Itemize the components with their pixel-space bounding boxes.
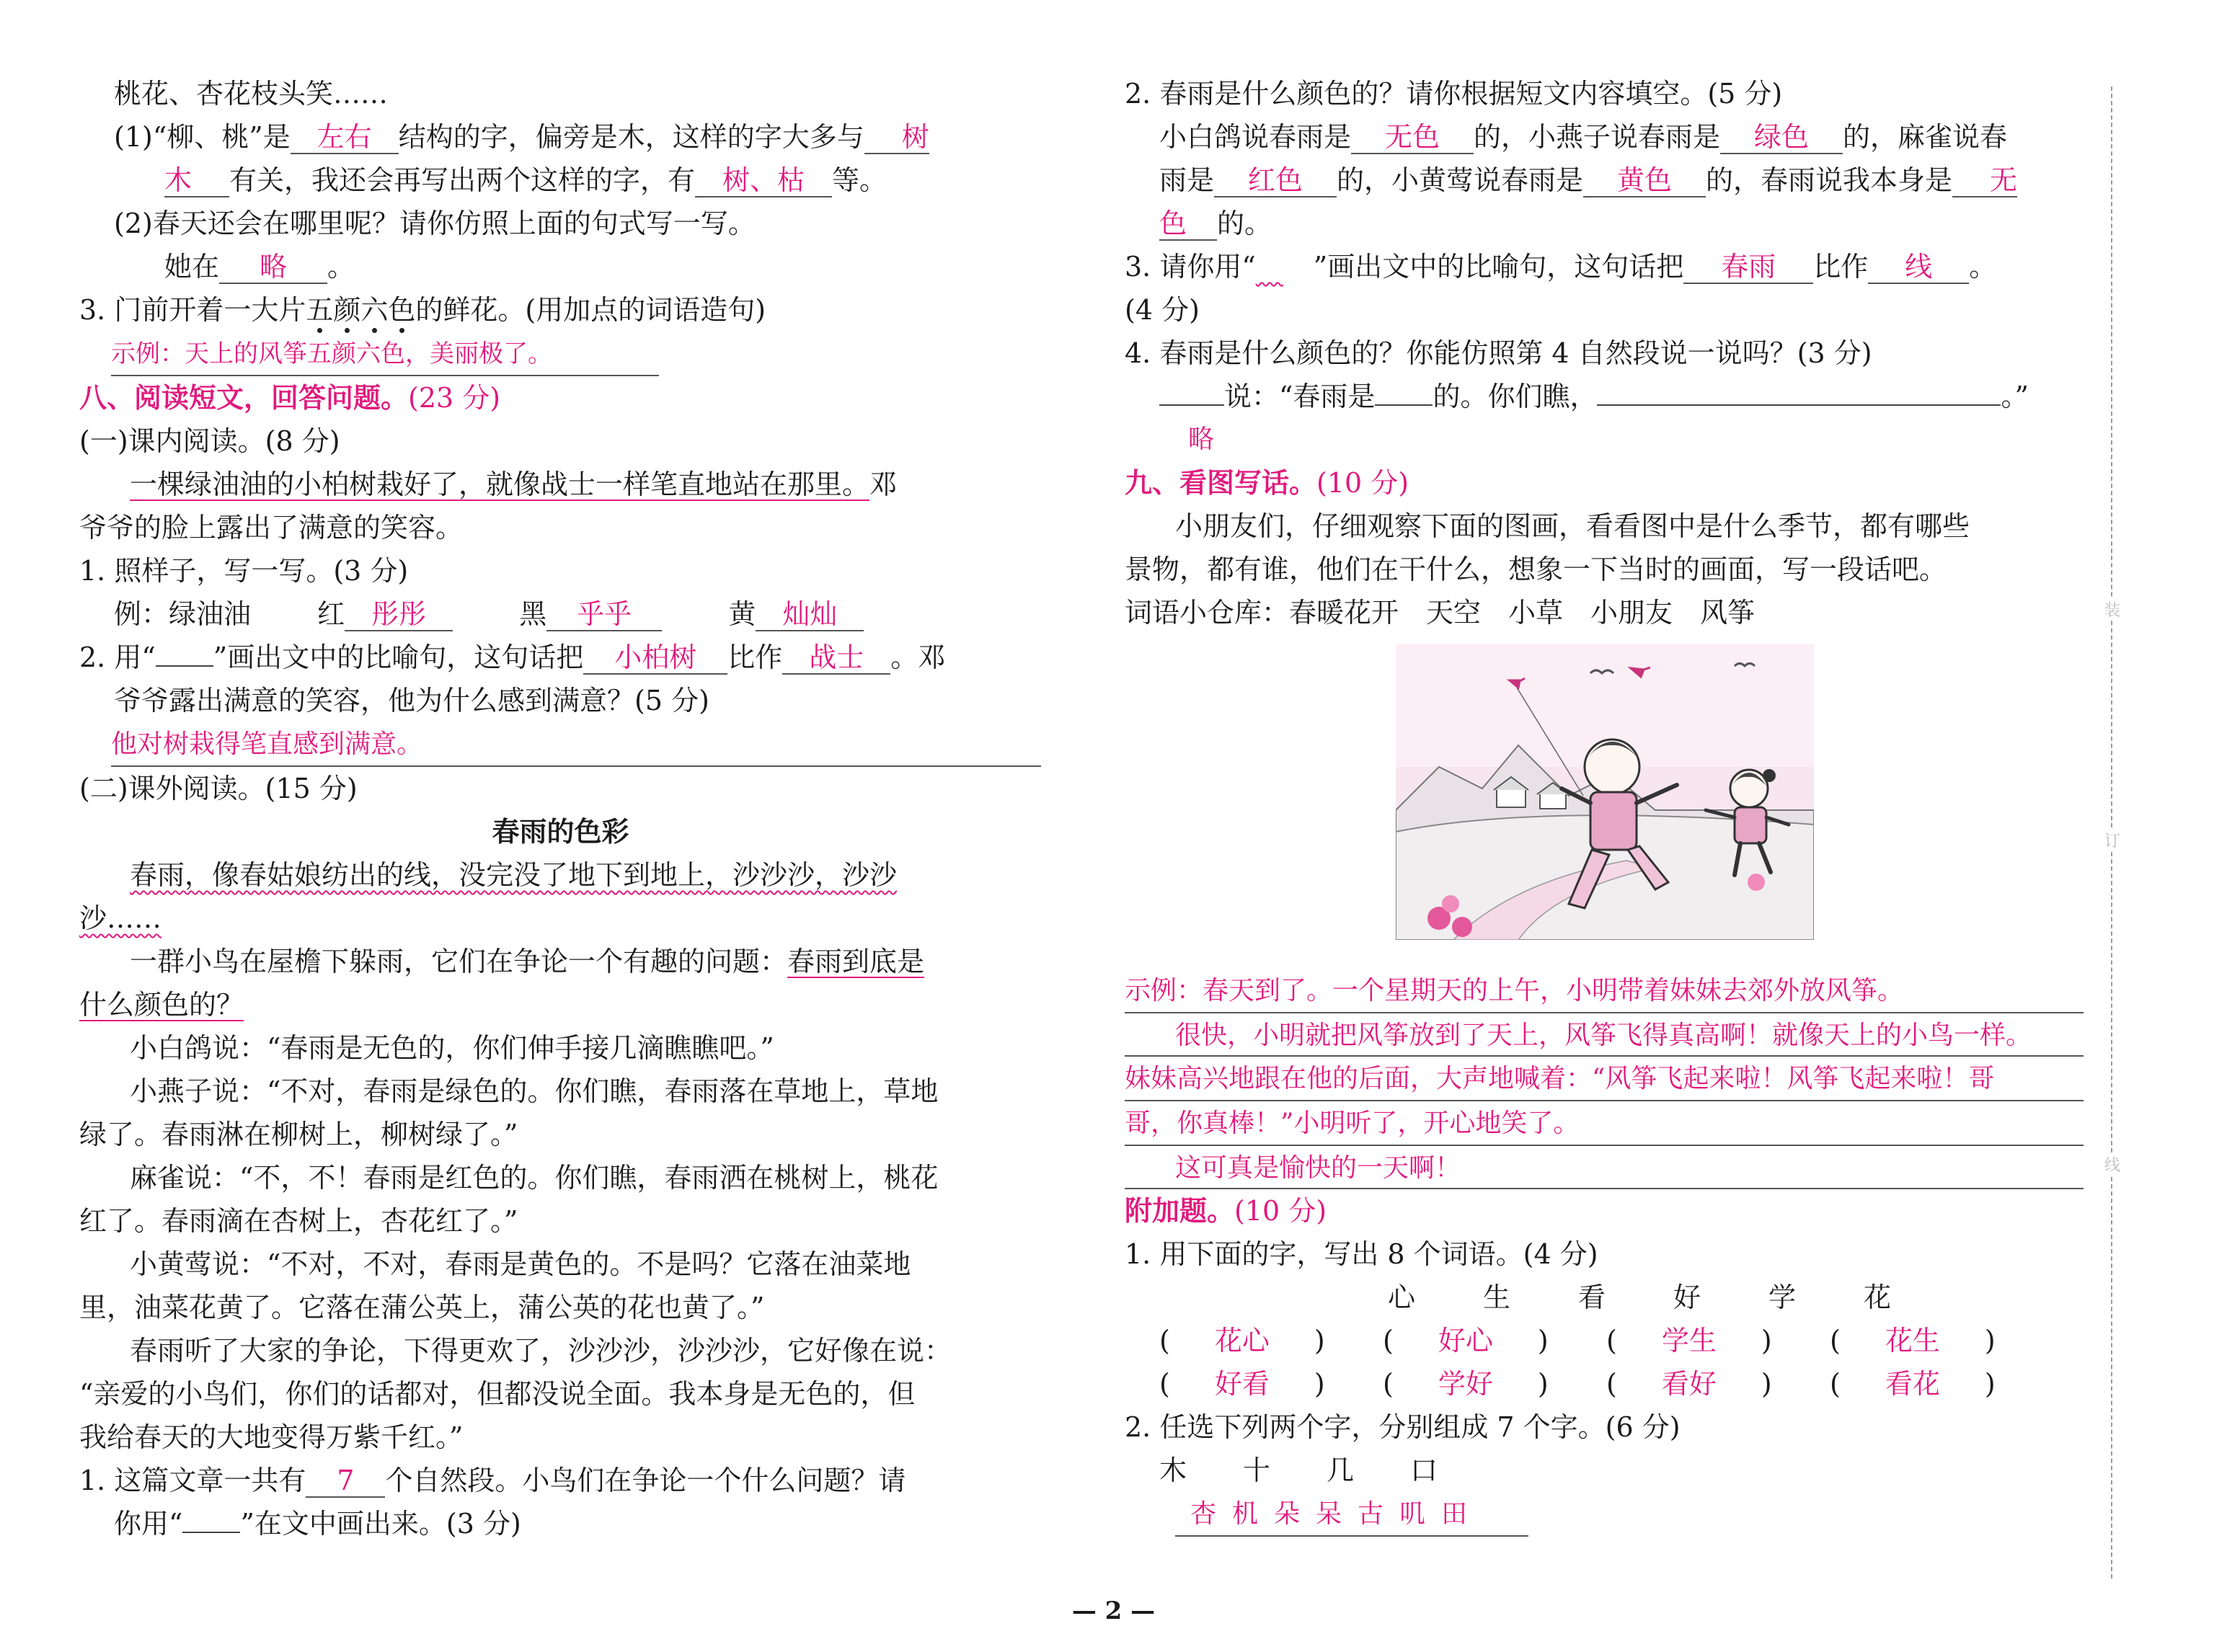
question-7-2-1-line2	[79, 159, 1042, 202]
q-text: 的，小燕子说春雨是	[1474, 121, 1721, 153]
char: 朵	[1273, 1499, 1300, 1529]
passage-2-p4-line2: 绿了。春雨淋在柳树上，柳树绿了。”	[79, 1119, 518, 1150]
dotted-char: 色	[388, 288, 415, 332]
margin-label: 装	[2104, 598, 2121, 621]
section-9-prompt-line1: 小朋友们，仔细观察下面的图画，看看图中是什么季节，都有哪些	[1175, 510, 1970, 542]
char: 学	[1768, 1282, 1796, 1313]
answer-blank[interactable]: 左右	[291, 121, 399, 154]
q-text: ”画出文中的比喻句，这句话把	[213, 641, 584, 673]
answer-blank[interactable]: 小柏树	[583, 641, 727, 675]
answer-blank[interactable]: 线	[1868, 251, 1969, 284]
question-4-answer: 略	[1188, 425, 1215, 454]
answer-blank[interactable]: 红色	[1214, 164, 1337, 197]
q-text: 。	[327, 251, 355, 283]
section-title: 附加题。	[1125, 1195, 1235, 1227]
q-text: 的。	[1217, 208, 1272, 239]
dotted-char: 六	[360, 288, 388, 332]
char: 生	[1482, 1282, 1510, 1313]
straight-line-sample	[156, 665, 213, 667]
answer-blank[interactable]: 色	[1159, 208, 1217, 241]
q-text: 。”	[2001, 381, 2029, 412]
writing-line-3[interactable]: 妹妹高兴地跟在他的后面，大声地喊着：“风筝飞起来啦！风筝飞起来啦！哥	[1125, 1057, 2084, 1101]
answer-blank[interactable]: 树	[864, 121, 929, 154]
char: 口	[1410, 1455, 1438, 1486]
answer-blank[interactable]: 7	[306, 1465, 385, 1498]
q-text: 。	[1969, 251, 1997, 283]
char: 十	[1243, 1455, 1271, 1486]
q-text: 说：“春雨是	[1224, 381, 1376, 412]
example-word: 例：绿油油	[114, 598, 252, 630]
answer-blank[interactable]: 黄色	[1583, 164, 1706, 197]
char: 田	[1440, 1499, 1467, 1529]
answer-blank[interactable]: 绿色	[1720, 121, 1843, 154]
underlined-text: 一棵绿油油的小柏树栽好了，就像战士一样笔直地站在那里。	[130, 468, 870, 500]
section-9-heading	[1125, 461, 2091, 505]
q-text: 的，小黄莺说春雨是	[1337, 164, 1584, 196]
question-4: 4. 春雨是什么颜色的？你能仿照第 4 自然段说一说吗？(3 分)	[1125, 337, 1872, 369]
dotted-char: 五	[306, 288, 333, 332]
q-text: 有关，我还会再写出两个这样的字，有	[229, 164, 696, 196]
char: 叽	[1399, 1499, 1425, 1529]
margin-label: 订	[2104, 829, 2121, 851]
char: 好	[1673, 1282, 1701, 1313]
answer-bracket[interactable]: ( 好心 )	[1383, 1325, 1549, 1356]
passage-1-line2: 爷爷的脸上露出了满意的笑容。	[79, 512, 464, 543]
q-text: ”在文中画出来。(3 分)	[240, 1508, 521, 1540]
answer-bracket[interactable]: ( 学好 )	[1383, 1368, 1549, 1400]
writing-line-2[interactable]: 很快，小明就把风筝放到了天上，风筝飞得真高啊！就像天上的小鸟一样。	[1125, 1013, 2084, 1057]
extra-1-answers-row2	[1125, 1362, 2091, 1405]
answer-line[interactable]: 示例：天上的风筝五颜六色，美丽极了。	[111, 332, 659, 376]
wavy-underlined-text: 春雨，像春姑娘纺出的线，没完没了地下到地上，沙沙沙，沙沙	[130, 859, 898, 891]
kite-scene-image	[1396, 644, 1814, 940]
extra-2-characters	[1125, 1449, 2091, 1492]
q-text: 的，麻雀说春	[1843, 121, 2008, 153]
q-text: 2. 用“	[79, 641, 156, 673]
question-8-2-line1	[79, 636, 1042, 679]
answer-bracket[interactable]: ( 学生 )	[1606, 1325, 1772, 1356]
char: 看	[1577, 1282, 1606, 1313]
question-2-line2	[1125, 159, 2091, 202]
q-text: 1. 这篇文章一共有	[79, 1465, 306, 1496]
straight-line-sample	[182, 1532, 240, 1533]
question-3-line2: (4 分)	[1125, 294, 1200, 326]
question-2-line1	[1125, 115, 2091, 159]
passage-1-line1	[79, 463, 1042, 506]
q-text: 她在	[164, 251, 220, 283]
left-column	[79, 72, 1042, 1545]
passage-2-p2-line2	[79, 983, 1042, 1026]
answer-blank[interactable]	[1159, 404, 1224, 406]
q-text: 黑	[519, 598, 547, 630]
q-text: 你用“	[114, 1508, 183, 1540]
margin-label: 线	[2104, 1153, 2121, 1176]
answer-blank[interactable]: 树、枯	[695, 164, 832, 197]
dotted-char: 颜	[333, 288, 360, 332]
part-2-heading: (二)课外阅读。(15 分)	[79, 773, 358, 804]
question-7-2-2-answer-line	[79, 245, 1042, 288]
answer-bracket[interactable]: ( 好看 )	[1159, 1368, 1325, 1400]
section-points: (23 分)	[408, 382, 501, 414]
underlined-text: 什么颜色的？	[79, 989, 244, 1021]
question-2: 2. 春雨是什么颜色的？请你根据短文内容填空。(5 分)	[1125, 78, 1783, 110]
section-title: 九、看图写话。	[1125, 467, 1317, 499]
section-9-prompt-line2: 景物，都有谁，他们在干什么，想象一下当时的画面，写一段话吧。	[1125, 554, 1947, 585]
extra-2-answer-line[interactable]	[1175, 1492, 1528, 1537]
question-8-1: 1. 照样子，写一写。(3 分)	[79, 555, 409, 587]
writing-line-1[interactable]: 示例：春天到了。一个星期天的上午，小明带着妹妹去郊外放风筝。	[1125, 969, 2084, 1013]
answer-bracket[interactable]: ( 看花 )	[1830, 1368, 1996, 1400]
answer-line[interactable]: 他对树栽得笔直感到满意。	[111, 722, 1041, 767]
q-text: 红	[317, 598, 345, 630]
question-9-1-line2	[79, 1502, 1042, 1545]
char: 心	[1387, 1282, 1415, 1313]
char: 机	[1231, 1499, 1258, 1529]
passage-title: 春雨的色彩	[492, 816, 629, 848]
passage-2-p5-line1: 麻雀说：“不，不！春雨是红色的。你们瞧，春雨洒在桃树上，桃花	[130, 1162, 939, 1194]
question-4-line	[1125, 375, 2091, 418]
question-7-2-2: (2)春天还会在哪里呢？请你仿照上面的句式写一写。	[114, 208, 756, 239]
question-9-1-line1	[79, 1459, 1042, 1502]
char: 古	[1357, 1499, 1383, 1529]
extra-1-characters	[1125, 1276, 2091, 1319]
passage-2-p1-line1	[79, 853, 1042, 897]
section-title: 八、阅读短文，回答问题。	[79, 382, 409, 414]
wavy-line-sample	[1256, 245, 1314, 288]
answer-blank[interactable]	[1375, 404, 1433, 406]
kite-illustration	[1396, 644, 1814, 940]
answer-bracket[interactable]: ( 花心 )	[1159, 1325, 1325, 1356]
answer-blank[interactable]: 春雨	[1683, 251, 1813, 284]
passage-2-p6-line2: 里，油菜花黄了。它落在蒲公英上，蒲公英的花也黄了。”	[79, 1292, 765, 1323]
q-text: 结构的字，偏旁是木，这样的字大多与	[398, 121, 864, 153]
passage-2-p7-line2: “亲爱的小鸟们，你们的话都对，但都没说全面。我本身是无色的，但	[79, 1378, 916, 1410]
extra-heading	[1125, 1189, 2091, 1233]
passage-2-p2-line1	[79, 940, 1042, 983]
passage-2-p4-line1: 小燕子说：“不对，春雨是绿色的。你们瞧，春雨落在草地上，草地	[130, 1075, 939, 1107]
underlined-text: 春雨到底是	[787, 946, 925, 977]
passage-2-p6-line1: 小黄莺说：“不对，不对，春雨是黄色的。不是吗？它落在油菜地	[130, 1248, 911, 1280]
page-number: — 2 —	[1071, 1597, 1156, 1625]
section-8-heading	[79, 376, 1042, 419]
section-points: (10 分)	[1234, 1195, 1327, 1227]
extra-1-answers-row1	[1125, 1319, 2091, 1362]
answer-blank[interactable]	[1597, 404, 2001, 406]
q-text: 一群小鸟在屋檐下躲雨，它们在争论一个有趣的问题：	[130, 946, 788, 977]
poem-line: 桃花、杏花枝头笑……	[114, 78, 389, 110]
char: 花	[1863, 1282, 1891, 1313]
q-text: 黄	[728, 598, 756, 630]
q-text: 比作	[727, 641, 783, 673]
answer-bracket[interactable]: ( 看好 )	[1606, 1368, 1772, 1400]
answer-blank[interactable]: 木	[164, 164, 229, 197]
answer-blank[interactable]: 战士	[782, 641, 890, 675]
answer-blank[interactable]: 乎乎	[546, 598, 662, 631]
q-text: (1)“柳、桃”是	[114, 121, 291, 153]
question-7-2-1-line1	[79, 115, 1042, 159]
char: 木	[1159, 1455, 1187, 1486]
answer-blank[interactable]: 无色	[1351, 121, 1474, 154]
right-column	[1125, 72, 2091, 1537]
answer-blank[interactable]: 彤彤	[345, 598, 453, 631]
q-text: 的鲜花。(用加点的词语造句)	[415, 294, 766, 326]
question-8-1-row	[79, 592, 1042, 636]
q-text: 小白鸽说春雨是	[1159, 121, 1352, 153]
question-8-2-line2: 爷爷露出满意的笑容，他为什么感到满意？(5 分)	[114, 685, 709, 716]
extra-question-2: 2. 任选下列两个字，分别组成 7 个字。(6 分)	[1125, 1411, 1681, 1443]
q-text: ”画出文中的比喻句，这句话把	[1313, 251, 1684, 283]
q-text: 等。	[832, 164, 887, 196]
answer-blank[interactable]: 略	[219, 251, 327, 284]
writing-line-4[interactable]: 哥，你真棒！”小明听了，开心地笑了。	[1125, 1101, 2084, 1146]
q-text: 3. 请你用“	[1125, 251, 1256, 283]
question-2-line3	[1125, 202, 2091, 245]
answer-bracket[interactable]: ( 花生 )	[1830, 1325, 1996, 1356]
q-text: 邓	[869, 468, 898, 500]
question-7-3	[79, 288, 1042, 332]
section-points: (10 分)	[1316, 467, 1409, 499]
answer-blank[interactable]: 无	[1952, 164, 2017, 197]
char: 呆	[1315, 1499, 1342, 1529]
char: 几	[1327, 1455, 1355, 1486]
passage-2-p5-line2: 红了。春雨滴在杏树上，杏花红了。”	[79, 1205, 518, 1237]
extra-question-1: 1. 用下面的字，写出 8 个词语。(4 分)	[1125, 1238, 1598, 1270]
wavy-underlined-text: 沙……	[79, 902, 162, 934]
q-text: 的。你们瞧，	[1433, 381, 1598, 412]
answer-blank[interactable]: 灿灿	[756, 598, 864, 631]
passage-2-p1-line2	[79, 897, 1042, 940]
passage-2-p7-line3: 我给春天的大地变得万紫千红。”	[79, 1421, 464, 1453]
q-text: 个自然段。小鸟们在争论一个什么问题？请	[385, 1465, 906, 1496]
q-text: 3. 门前开着一大片	[79, 294, 306, 326]
char: 杏	[1190, 1499, 1216, 1529]
q-text: 比作	[1813, 251, 1869, 283]
writing-line-5[interactable]: 这可真是愉快的一天啊！	[1125, 1146, 2084, 1189]
question-3-line1	[1125, 245, 2091, 288]
q-text: 雨是	[1159, 164, 1215, 196]
passage-2-p3: 小白鸽说：“春雨是无色的，你们伸手接几滴瞧瞧吧。”	[130, 1032, 774, 1064]
q-text: 的，春雨说我本身是	[1706, 164, 1953, 196]
q-text: 。邓	[890, 641, 946, 673]
part-1-heading: (一)课内阅读。(8 分)	[79, 425, 340, 457]
word-bank: 词语小仓库：春暖花开 天空 小草 小朋友 风筝	[1125, 597, 1756, 629]
passage-2-p7-line1: 春雨听了大家的争论，下得更欢了，沙沙沙，沙沙沙，它好像在说：	[130, 1335, 952, 1367]
